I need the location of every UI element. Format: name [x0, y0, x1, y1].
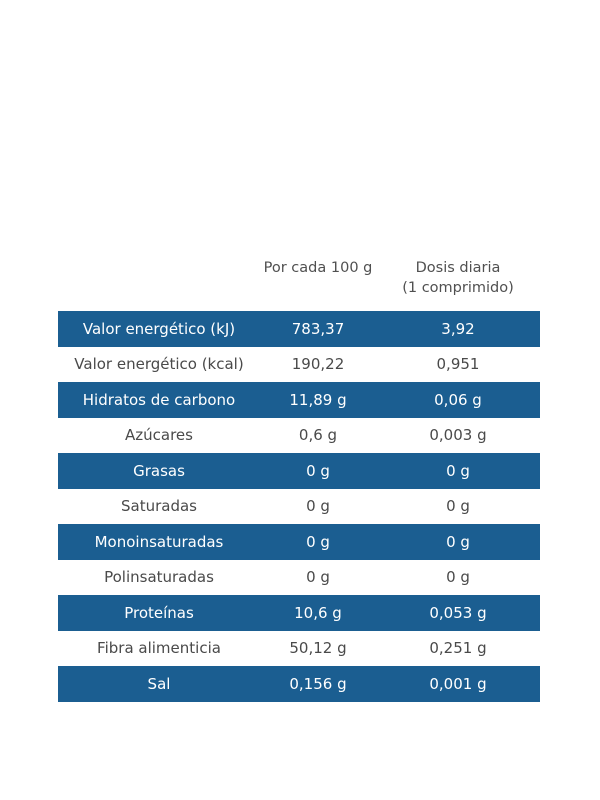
header-label-column	[58, 258, 260, 311]
table-row	[58, 453, 540, 489]
table-row	[58, 524, 540, 560]
table-row	[58, 311, 540, 347]
nutrition-table	[58, 258, 540, 702]
row-label: Saturadas	[58, 489, 260, 525]
row-label: Polinsaturadas	[58, 560, 260, 596]
row-label: Monoinsaturadas	[58, 524, 260, 560]
row-per-100g: 0,156 g	[260, 666, 376, 702]
row-daily-dose: 0,053 g	[376, 595, 540, 631]
row-per-100g: 0 g	[260, 453, 376, 489]
table-row	[58, 418, 540, 454]
row-per-100g: 0 g	[260, 524, 376, 560]
header-daily-dose-line1: Dosis diaria	[415, 260, 501, 276]
row-daily-dose: 0,003 g	[376, 418, 540, 454]
nutrition-table-header	[58, 258, 540, 311]
header-daily-dose	[376, 258, 540, 311]
table-row	[58, 631, 540, 667]
header-daily-dose-line2: (1 comprimido)	[402, 280, 514, 296]
table-row	[58, 489, 540, 525]
row-per-100g: 50,12 g	[260, 631, 376, 667]
row-label: Sal	[58, 666, 260, 702]
row-label: Valor energético (kcal)	[58, 347, 260, 383]
row-per-100g: 783,37	[260, 311, 376, 347]
row-daily-dose: 0,001 g	[376, 666, 540, 702]
row-daily-dose: 0,951	[376, 347, 540, 383]
row-daily-dose: 0 g	[376, 560, 540, 596]
row-label: Azúcares	[58, 418, 260, 454]
row-daily-dose: 0 g	[376, 453, 540, 489]
row-label: Grasas	[58, 453, 260, 489]
header-per-100g: Por cada 100 g	[263, 260, 373, 276]
row-daily-dose: 0 g	[376, 524, 540, 560]
row-daily-dose: 0 g	[376, 489, 540, 525]
table-row	[58, 347, 540, 383]
row-daily-dose: 0,251 g	[376, 631, 540, 667]
nutrition-table-body	[58, 311, 540, 702]
row-per-100g: 11,89 g	[260, 382, 376, 418]
row-label: Hidratos de carbono	[58, 382, 260, 418]
table-row	[58, 382, 540, 418]
table-row	[58, 595, 540, 631]
row-per-100g: 0,6 g	[260, 418, 376, 454]
row-label: Valor energético (kJ)	[58, 311, 260, 347]
row-per-100g: 0 g	[260, 560, 376, 596]
row-daily-dose: 3,92	[376, 311, 540, 347]
row-per-100g: 190,22	[260, 347, 376, 383]
row-label: Fibra alimenticia	[58, 631, 260, 667]
row-daily-dose: 0,06 g	[376, 382, 540, 418]
row-per-100g: 0 g	[260, 489, 376, 525]
header-row	[58, 258, 540, 311]
row-per-100g: 10,6 g	[260, 595, 376, 631]
table-row	[58, 560, 540, 596]
table-row	[58, 666, 540, 702]
row-label: Proteínas	[58, 595, 260, 631]
